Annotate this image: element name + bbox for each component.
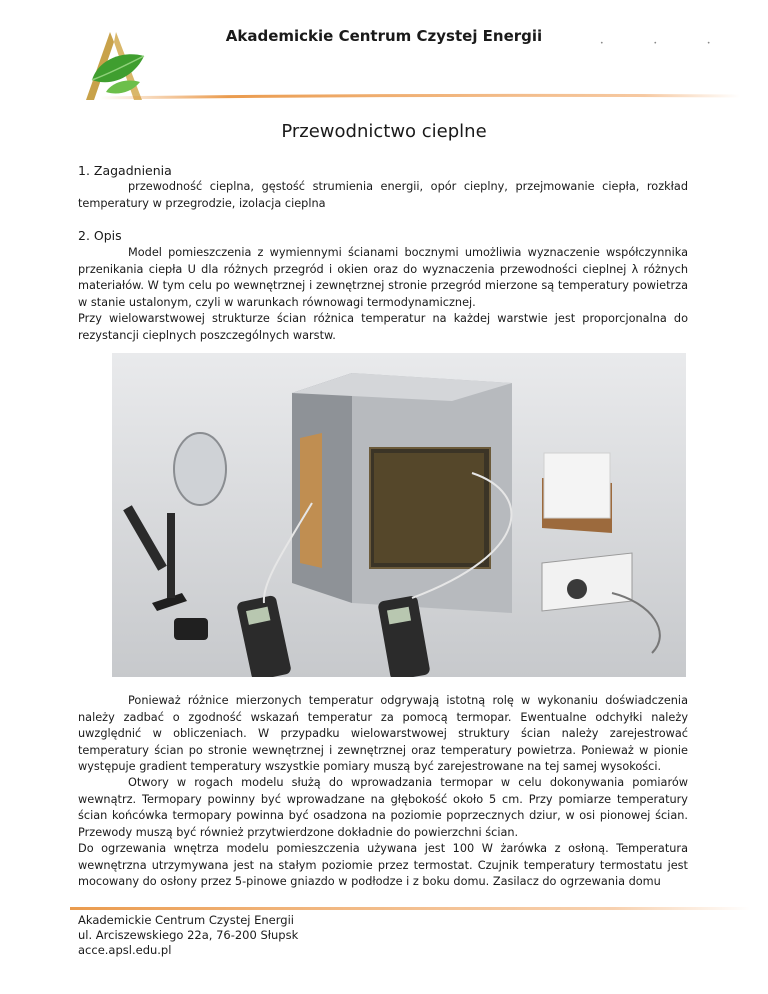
footer-divider — [70, 906, 750, 912]
paragraph: Model pomieszczenia z wymiennymi ścianami bocznymi umożliwia wyznaczenie współczynnika przenikania ciepła U dla różnych przegród i okien oraz do wyznaczenia przewodności cieplnej λ różnych materiałów. W tym celu po wewnętrznej i zewnętrznej stronie przegród mierzone są temperatury powietrza w stanie ustalonym, czyli w warunkach równowagi termodynamicznej. — [78, 246, 688, 309]
paragraph: Do ogrzewania wnętrza modelu pomieszczenia używana jest 100 W żarówka z osłoną. Temperatura wewnętrzna utrzymywana jest na stałym poziomie przez termostat. Czujnik temperatury termostatu jest mocowany do osłony przez 5-pinowe gniazdo w podłodze i z boku domu. Zasilacz do ogrzewania domu — [78, 842, 688, 888]
document-title: Przewodnictwo cieplne — [281, 121, 487, 142]
paragraph: Przy wielowarstwowej strukturze ścian różnica temperatur na każdej warstwie jest proporcjonalna do rezystancji cieplnych poszczególnych warstw. — [78, 312, 688, 342]
section-heading: 1. Zagadnienia — [78, 163, 172, 178]
paragraph: Otwory w rogach modelu służą do wprowadzania termopar w celu dokonywania pomiarów wewnątrz. Termopary powinny być wprowadzane na głębokość około 5 cm. Przy pomiarze temperatury ścian końcówka termopary powinna być osadzona na poziomie poprzecznych dziur, w osi pionowej ścian. Przewody muszą być również przytwierdzone dokładnie do powierzchni ścian. — [78, 776, 688, 839]
header-divider — [100, 92, 740, 102]
section-text: przewodność cieplna, gęstość strumienia energii, opór cieplny, przejmowanie ciepła, rozkład temperatury w przegrodzie, izolacja cieplna — [78, 180, 688, 210]
footer — [78, 913, 298, 958]
section-heading: 2. Opis — [78, 228, 122, 243]
header-title: Akademickie Centrum Czystej Energii — [225, 27, 543, 45]
thermal-conductivity-apparatus-photo — [112, 353, 686, 677]
footer-website: acce.apsl.edu.pl — [78, 943, 172, 957]
paragraph: Ponieważ różnice mierzonych temperatur odgrywają istotną rolę w wykonaniu doświadczenia należy zadbać o zgodność wskazań temperatur za pomocą termopar. Ewentualne odchyłki należy uwzględnić w obliczeniach. W przypadku wielowarstwowej struktury ścian należy zarejestrować temperatury ścian po stronie wewnętrznej i zewnętrznej oraz temperatury powietrza. Ponieważ w pionie występuje gradient temperatury wszystkie pomiary muszą być zarejestrowane na tej samej wysokości. — [78, 694, 688, 773]
header-decoration: • • • — [600, 40, 735, 47]
footer-org-name: Akademickie Centrum Czystej Energii — [78, 913, 294, 927]
footer-address: ul. Arciszewskiego 22a, 76-200 Słupsk — [78, 928, 299, 942]
